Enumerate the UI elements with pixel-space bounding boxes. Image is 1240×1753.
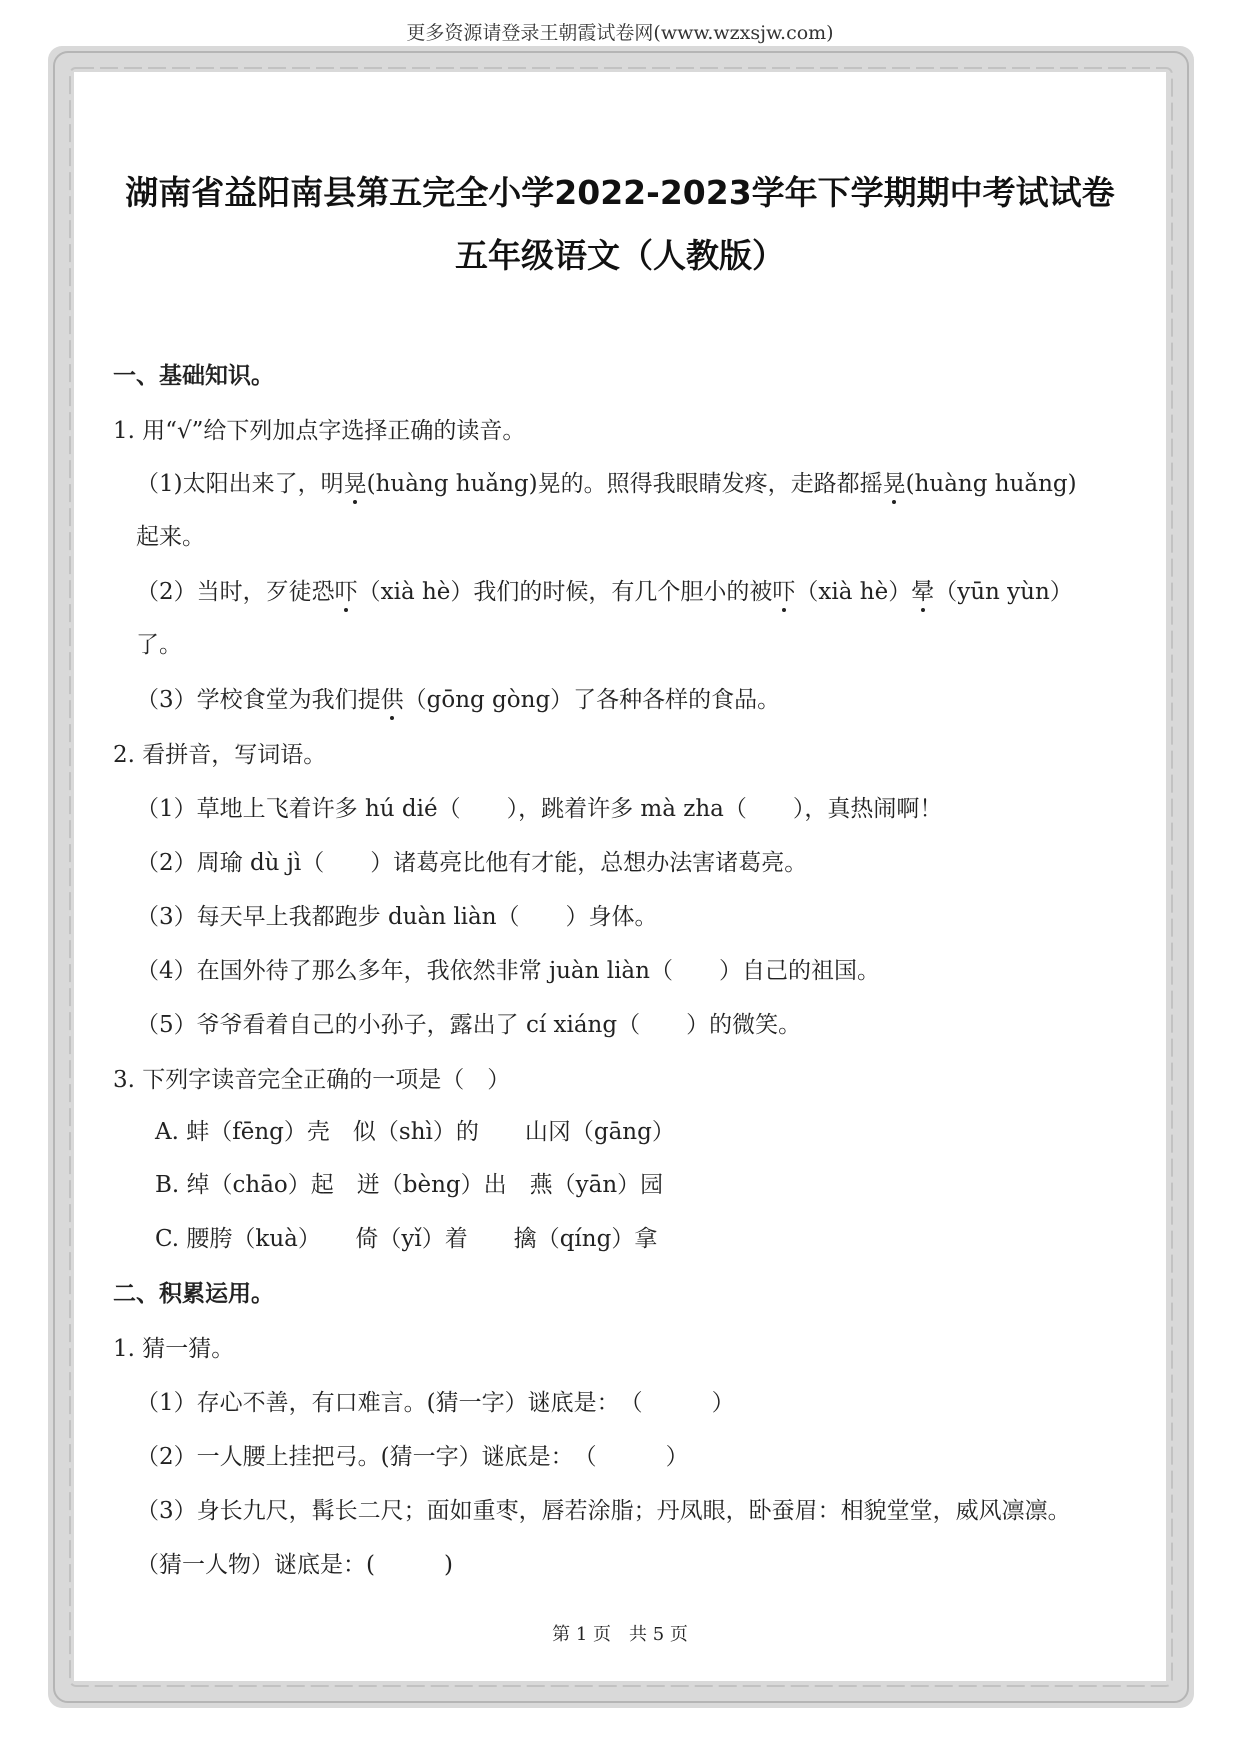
q1-item1-text-e: (huàng huǎng) [905,471,1077,497]
dotted-char: 吓 [772,573,795,606]
question-3-stem: 3. 下列字读音完全正确的一项是（ ） [113,1067,511,1093]
q1-item2-text-c: （xià hè）我们的时候，有几个胆小的被 [357,579,773,605]
riddle-item: （1）存心不善，有口难言。(猜一字）谜底是： （ ） [136,1390,735,1416]
q1-item3-text-a: （3）学校食堂为我们提 [136,687,381,713]
question-1-item-1 [136,465,1077,498]
question-1-item-1-cont: 起来。 [136,524,205,550]
question-2-item: （4）在国外待了那么多年，我依然非常 juàn liàn（ ）自己的祖国。 [136,958,880,984]
dotted-char: 供 [381,681,404,714]
question-2-item: （1）草地上飞着许多 hú dié（ ），跳着许多 mà zha（ ），真热闹啊！ [136,796,943,822]
question-3-option-a: A. 蚌（fēng）壳 似（shì）的 山冈（gāng） [155,1119,675,1145]
question-1-item-3 [136,681,780,714]
question-2-stem: 2. 看拼音，写词语。 [113,742,327,768]
dotted-char: 晃 [344,465,367,498]
question-2-item: （3）每天早上我都跑步 duàn liàn（ ）身体。 [136,904,658,930]
section-heading-accumulation: 二、积累运用。 [113,1281,274,1307]
q1-item2-text-a: （2）当时，歹徒恐 [136,579,335,605]
q1-item1-text-c: (huàng huǎng)晃的。照得我眼睛发疼，走路都摇 [366,471,883,497]
question-1-item-2 [136,573,1073,606]
exam-title: 湖南省益阳南县第五完全小学2022-2023学年下学期期中考试试卷 [125,173,1115,212]
question-1-stem: 1. 用“√”给下列加点字选择正确的读音。 [113,418,526,444]
question-3-option-b: B. 绰（chāo）起 迸（bèng）出 燕（yān）园 [155,1172,664,1198]
q1-item1-text-a: （1)太阳出来了，明 [136,471,344,497]
riddle-stem: 1. 猜一猜。 [113,1336,235,1362]
question-2-item: （5）爷爷看着自己的小孙子，露出了 cí xiáng（ ）的微笑。 [136,1012,802,1038]
riddle-item: （2）一人腰上挂把弓。(猜一字）谜底是： （ ） [136,1444,689,1470]
q1-item2-text-e: （xià hè） [795,579,912,605]
riddle-item-cont: （猜一人物）谜底是：( ) [136,1552,453,1578]
riddle-item: （3）身长九尺，髯长二尺；面如重枣，唇若涂脂；丹凤眼，卧蚕眉：相貌堂堂，威风凛凛。 [136,1498,1071,1524]
question-3-option-c: C. 腰胯（kuà） 倚（yǐ）着 擒（qíng）拿 [155,1226,658,1252]
page-number: 第 1 页 共 5 页 [552,1624,688,1645]
exam-subtitle: 五年级语文（人教版） [455,236,785,275]
q1-item3-text-c: （gōng gòng）了各种各样的食品。 [403,687,781,713]
site-watermark: 更多资源请登录王朝霞试卷网(www.wzxsjw.com) [406,22,834,44]
question-1-item-2-cont: 了。 [136,632,182,658]
dotted-char: 吓 [335,573,358,606]
q1-item2-text-g: （yūn yùn） [934,579,1073,605]
question-2-item: （2）周瑜 dù jì（ ）诸葛亮比他有才能，总想办法害诸葛亮。 [136,850,808,876]
section-heading-basics: 一、基础知识。 [113,363,274,389]
dotted-char: 晕 [911,573,934,606]
dotted-char: 晃 [883,465,906,498]
